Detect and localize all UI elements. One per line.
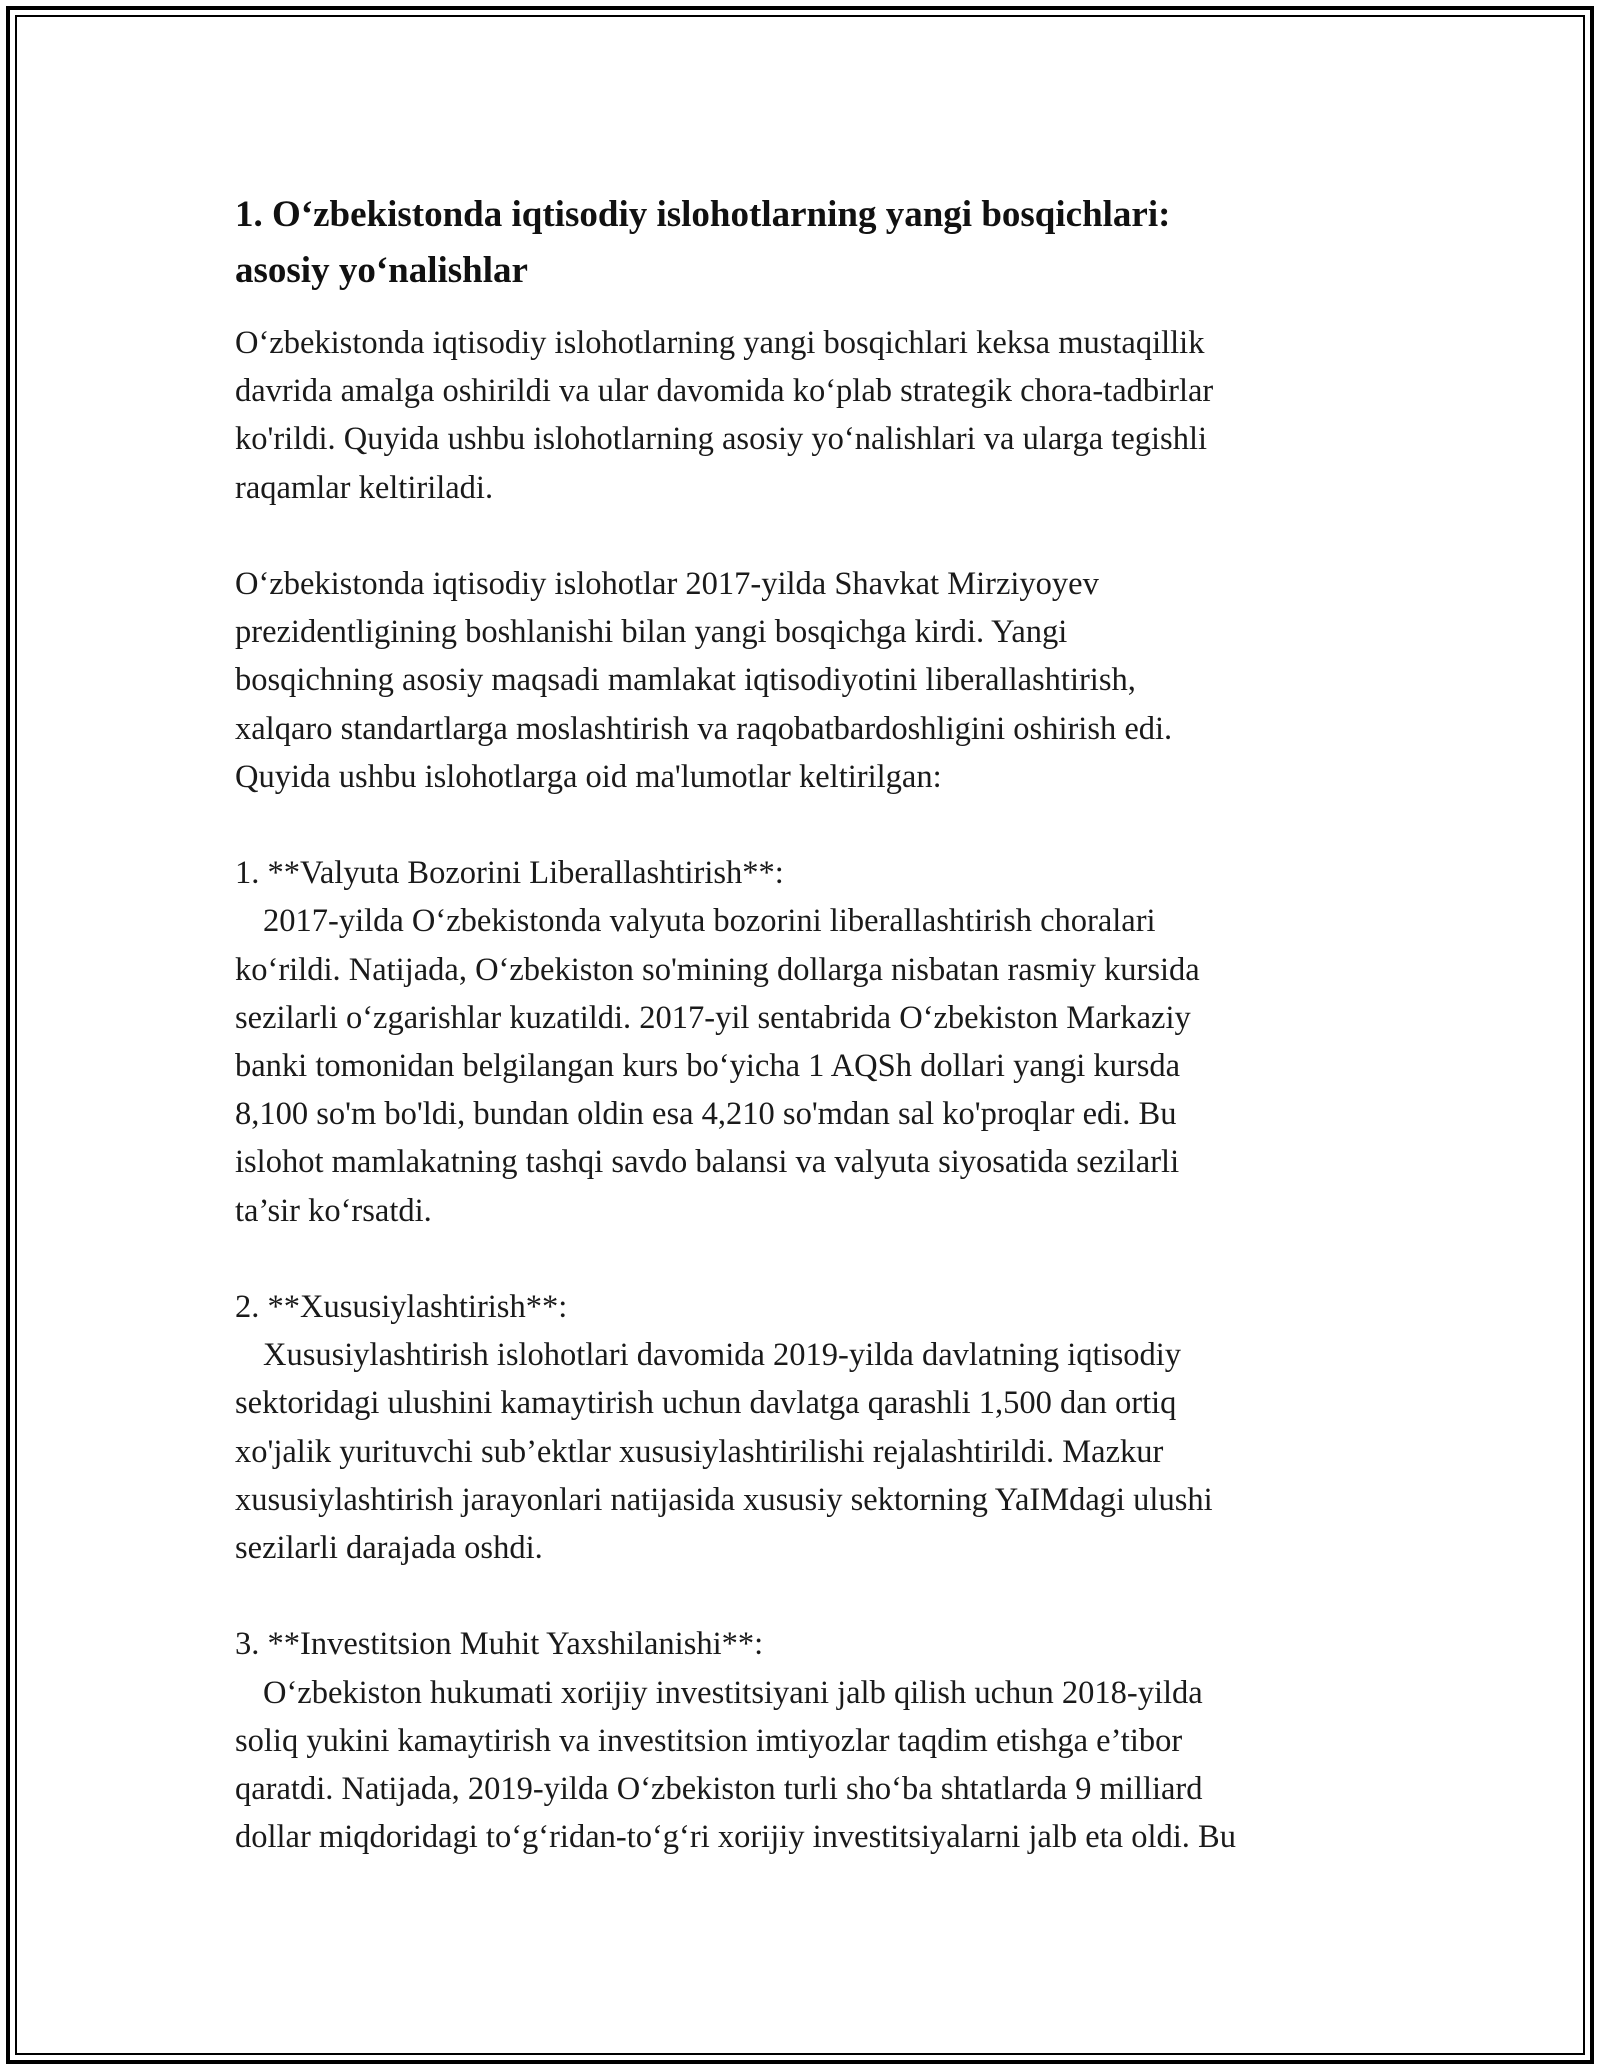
- section-heading: 3. **Investitsion Muhit Yaxshilanishi**:: [235, 1626, 764, 1663]
- text-line: ta’sir ko‘rsatdi.: [235, 1192, 432, 1229]
- text-line: bosqichning asosiy maqsadi mamlakat iqtisodiyotini liberallashtirish,: [235, 662, 1136, 699]
- intro-paragraph-2: [235, 560, 1385, 801]
- paragraph-gap: [235, 801, 1385, 849]
- text-line: Quyida ushbu islohotlarga oid ma'lumotlar keltirilgan:: [235, 758, 942, 795]
- section-heading: 1. **Valyuta Bozorini Liberallashtirish**:: [235, 855, 784, 892]
- text-line: 8,100 so'm bo'ldi, bundan oldin esa 4,210 so'mdan sal ko'proqlar edi. Bu: [235, 1096, 1177, 1133]
- text-line: O‘zbekistonda iqtisodiy islohotlar 2017-yilda Shavkat Mirziyoyev: [235, 566, 1099, 602]
- section-3: [235, 1620, 1385, 1861]
- document-body: [235, 187, 1385, 1861]
- text-line: O‘zbekiston hukumati xorijiy investitsiyani jalb qilish uchun 2018-yilda: [263, 1674, 1203, 1711]
- text-line: raqamlar keltiriladi.: [235, 469, 494, 506]
- text-line: prezidentligining boshlanishi bilan yangi bosqichga kirdi. Yangi: [235, 614, 1068, 651]
- text-line: banki tomonidan belgilangan kurs bo‘yicha 1 AQSh dollari yangi kursda: [235, 1048, 1181, 1085]
- text-line: xususiylashtirish jarayonlari natijasida xususiy sektorning YaIMdagi ulushi: [235, 1481, 1213, 1518]
- intro-paragraph-1: [235, 319, 1385, 512]
- paragraph-gap: [235, 512, 1385, 560]
- text-line: ko'rildi. Quyida ushbu islohotlarning asosiy yo‘nalishlari va ularga tegishli: [235, 421, 1208, 458]
- text-line: soliq yukini kamaytirish va investitsion imtiyozlar taqdim etishga e’tibor: [235, 1722, 1183, 1759]
- text-line: sektoridagi ulushini kamaytirish uchun davlatga qarashli 1,500 dan ortiq: [235, 1385, 1177, 1422]
- text-line: dollar miqdoridagi to‘g‘ridan-to‘g‘ri xorijiy investitsiyalarni jalb eta oldi. Bu: [235, 1819, 1236, 1856]
- title-line: asosiy yo‘nalishlar: [235, 250, 528, 291]
- paragraph-gap: [235, 1572, 1385, 1620]
- section-2: [235, 1283, 1385, 1572]
- text-line: ko‘rildi. Natijada, O‘zbekiston so'mining dollarga nisbatan rasmiy kursida: [235, 951, 1200, 988]
- title-line: 1. O‘zbekistonda iqtisodiy islohotlarning yangi bosqichlari:: [235, 194, 1171, 235]
- text-line: islohot mamlakatning tashqi savdo balansi va valyuta siyosatida sezilarli: [235, 1144, 1180, 1181]
- text-line: O‘zbekistonda iqtisodiy islohotlarning yangi bosqichlari keksa mustaqillik: [235, 325, 1205, 361]
- text-line: sezilarli darajada oshdi.: [235, 1530, 543, 1567]
- text-line: davrida amalga oshirildi va ular davomida ko‘plab strategik chora-tadbirlar: [235, 373, 1214, 410]
- section-heading: 2. **Xususiylashtirish**:: [235, 1289, 568, 1326]
- section-1: [235, 849, 1385, 1235]
- text-line: sezilarli o‘zgarishlar kuzatildi. 2017-yil sentabrida O‘zbekiston Markaziy: [235, 999, 1191, 1036]
- document-title: [235, 187, 1385, 299]
- text-line: 2017-yilda O‘zbekistonda valyuta bozorini liberallashtirish choralari: [263, 903, 1156, 940]
- paragraph-gap: [235, 1235, 1385, 1283]
- text-line: xo'jalik yurituvchi sub’ektlar xususiylashtirilishi rejalashtirildi. Mazkur: [235, 1433, 1164, 1470]
- text-line: qaratdi. Natijada, 2019-yilda O‘zbekiston turli sho‘ba shtatlarda 9 milliard: [235, 1771, 1203, 1808]
- text-line: xalqaro standartlarga moslashtirish va raqobatbardoshligini oshirish edi.: [235, 710, 1173, 747]
- text-line: Xususiylashtirish islohotlari davomida 2019-yilda davlatning iqtisodiy: [263, 1337, 1182, 1374]
